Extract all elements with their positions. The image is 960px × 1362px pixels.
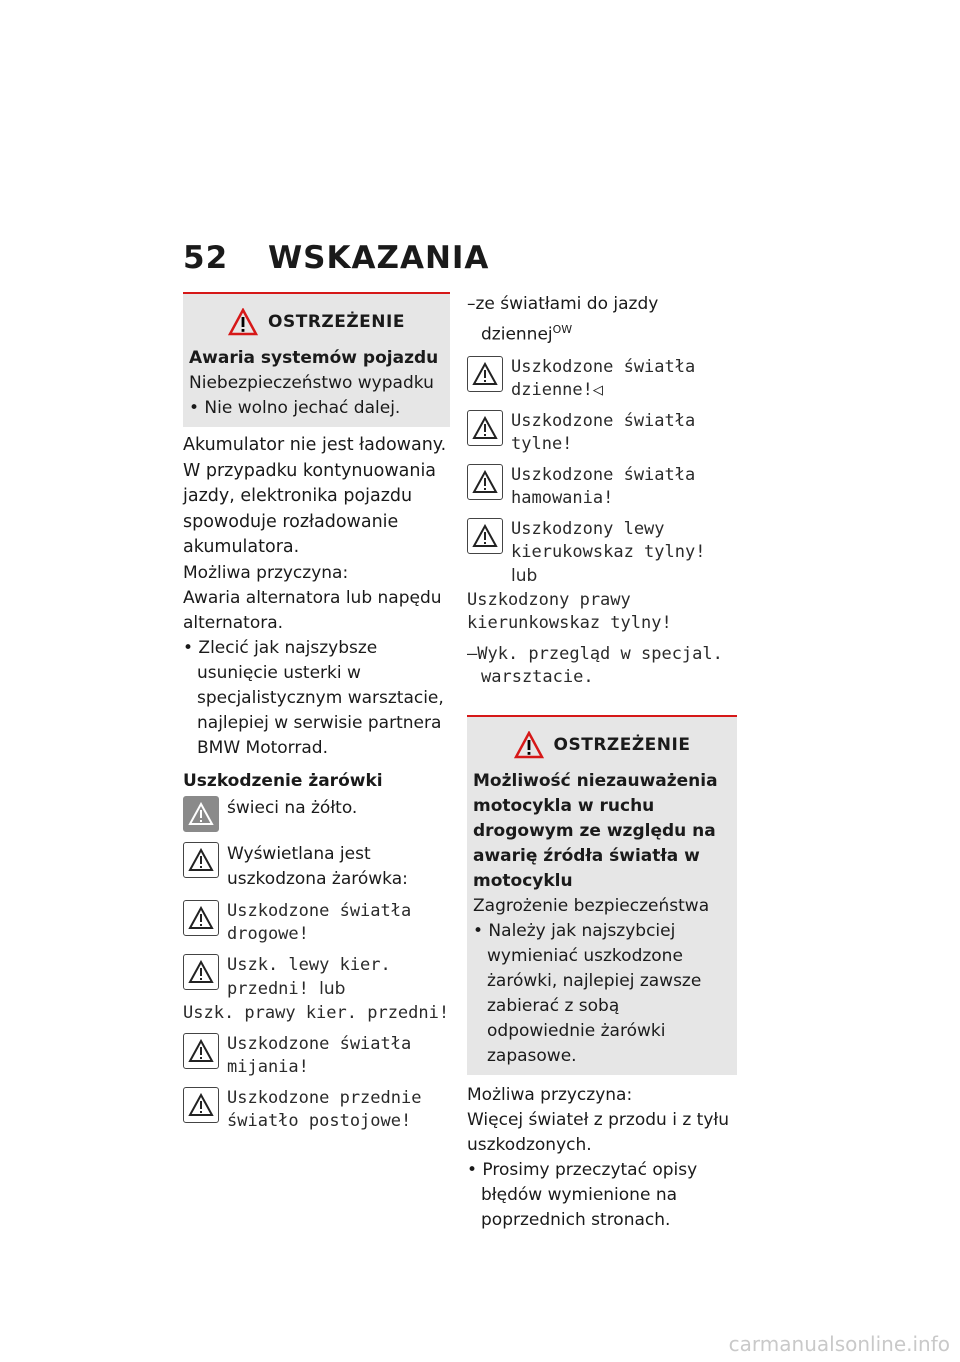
yellow-warning-lamp-icon <box>183 796 219 832</box>
warning-header <box>473 731 731 759</box>
display-message: Uszkodzone światła dzienne!◁ <box>511 356 696 400</box>
display-message: Uszkodzone światła mijania! <box>227 1033 412 1077</box>
watermark[interactable]: carmanualsonline.info <box>728 1332 950 1356</box>
warning-header <box>189 308 444 336</box>
message-row <box>467 410 737 456</box>
display-message: Uszkodzone przednie światło postojowe! <box>227 1087 422 1131</box>
lamp-row <box>183 796 450 832</box>
display-message <box>511 518 737 589</box>
message-row <box>183 900 450 946</box>
warning-title: Awaria systemów pojazdu <box>189 348 439 368</box>
warning-triangle-icon <box>467 518 503 554</box>
warning-title: Możliwość niezauważenia motocykla w ruchu drogowym ze względu na awarię źródła światła w motocyklu <box>473 770 718 891</box>
message-row <box>467 356 737 402</box>
warning-triangle-icon <box>467 410 503 446</box>
daylight-sup: OW <box>552 323 573 336</box>
cause-text: Awaria alternatora lub napędu alternatora. <box>183 587 442 633</box>
message-row <box>183 1087 450 1133</box>
display-message <box>227 954 450 1002</box>
cause-label: Możliwa przyczyna: <box>183 562 349 583</box>
display-message: Uszkodzone światła tylne! <box>511 410 696 454</box>
lamp-text: świeci na żółto. <box>227 797 358 818</box>
message-row <box>183 1033 450 1079</box>
warning-triangle-icon <box>183 1087 219 1123</box>
warning-triangle-icon <box>183 842 219 878</box>
display-message-right: Uszkodzony prawy kierunkowskaz tylny! <box>467 589 672 633</box>
warning-bullet: • Należy jak najszybciej wymieniać uszkodzone żarówki, najlepiej zawsze zabierać z sobą odpowiednie żarówki zapasowe. <box>473 920 702 1066</box>
workshop-message: –Wyk. przegląd w specjal. warsztacie. <box>467 643 723 687</box>
display-message: Uszkodzone światła hamowania! <box>511 464 696 508</box>
warning-bullet: • Nie wolno jechać dalej. <box>189 398 401 418</box>
message-row <box>183 954 450 1002</box>
display-message-right: Uszk. prawy kier. przedni! <box>183 1002 450 1023</box>
warning-triangle-icon <box>183 1033 219 1069</box>
message-row <box>467 518 737 589</box>
display-row <box>183 842 450 892</box>
warning-hazard: Zagrożenie bezpieczeństwa <box>473 895 710 916</box>
warning-triangle-icon <box>183 900 219 936</box>
column-right <box>467 292 737 1233</box>
cause-label: Możliwa przyczyna: <box>467 1084 633 1105</box>
warning-hazard: Niebezpieczeństwo wypadku <box>189 373 434 393</box>
battery-paragraph: Akumulator nie jest ładowany. W przypadku kontynuowania jazdy, elektronika pojazdu spowoduje rozładowanie akumulatora. <box>183 435 447 557</box>
cause-text: Więcej świateł z przodu i z tyłu uszkodzonych. <box>467 1109 729 1155</box>
warning-label: OSTRZEŻENIE <box>268 312 405 332</box>
advice-bullet: • Zlecić jak najszybsze usunięcie usterki w specjalistycznym warsztacie, najlepiej w serwisie partnera BMW Motorrad. <box>183 637 444 758</box>
column-left <box>183 292 450 1133</box>
daylight-label: –ze światłami do jazdy dziennej <box>467 294 659 345</box>
or-word: lub <box>319 978 346 999</box>
or-word: lub <box>511 565 538 586</box>
warning-triangle-icon <box>514 731 544 759</box>
warning-box-system <box>183 292 450 427</box>
warning-triangle-icon <box>467 464 503 500</box>
warning-box-lights <box>467 715 737 1075</box>
display-message: Uszkodzone światła drogowe! <box>227 900 412 944</box>
page-header <box>183 240 489 276</box>
display-message-left: Uszkodzony lewy kierukowskaz tylny! <box>511 518 706 562</box>
page-number: 52 <box>183 240 229 276</box>
warning-triangle-icon <box>228 308 258 336</box>
display-message-left: Uszk. lewy kier. przedni! <box>227 954 391 999</box>
page-title: WSKAZANIA <box>267 240 490 276</box>
display-text: Wyświetlana jest uszkodzona żarówka: <box>227 843 408 889</box>
advice-bullet: • Prosimy przeczytać opisy błędów wymienione na poprzednich stronach. <box>467 1159 698 1230</box>
warning-triangle-icon <box>467 356 503 392</box>
daylight-text <box>467 292 737 348</box>
message-row <box>467 464 737 510</box>
section-title: Uszkodzenie żarówki <box>183 770 383 791</box>
warning-label: OSTRZEŻENIE <box>553 734 691 755</box>
warning-triangle-icon <box>183 954 219 990</box>
